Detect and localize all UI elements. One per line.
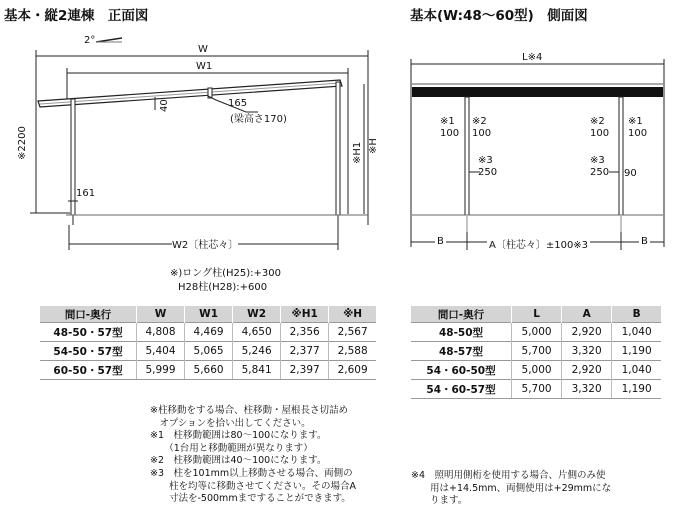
note2-left-mark: ※2 <box>472 116 487 127</box>
table-cell: 2,356 <box>281 323 329 342</box>
table-cell: 5,000 <box>512 323 562 342</box>
note3-left-mark: ※3 <box>478 155 493 166</box>
table-header-row <box>411 306 661 323</box>
note2-left-value: 100 <box>472 128 492 139</box>
table-header-cell: W2 <box>233 306 281 323</box>
b-right-label: B <box>641 236 648 247</box>
table-cell: 5,660 <box>185 361 233 380</box>
table-cell: 5,404 <box>137 342 185 361</box>
table-cell: 5,246 <box>233 342 281 361</box>
table-cell: 48-57型 <box>411 342 512 361</box>
table-cell: 5,999 <box>137 361 185 380</box>
table-header-cell: ※H1 <box>281 306 329 323</box>
note-line: 寸法を-500mmまですることができます。 <box>150 493 351 505</box>
note2-right-value: 100 <box>590 128 610 139</box>
beam-height-label: (梁高さ170) <box>230 114 287 125</box>
table-cell: 1,190 <box>612 342 661 361</box>
long-post-note: ※)ロング柱(H25):+300 <box>170 268 281 279</box>
table-cell: 2,377 <box>281 342 329 361</box>
side-view-title: 基本(W:48〜60型) 側面図 <box>410 8 588 24</box>
slope-label: 2° <box>84 35 96 46</box>
table-cell: 48-50・57型 <box>40 323 137 342</box>
table-header-cell: A <box>562 306 612 323</box>
table-row <box>411 361 661 380</box>
note-line: オプションを拾い出してください。 <box>150 417 311 429</box>
table-cell: 4,469 <box>185 323 233 342</box>
table-cell: 3,320 <box>562 380 612 399</box>
table-row <box>411 323 661 342</box>
table-cell: 2,920 <box>562 361 612 380</box>
table-header-cell: L <box>512 306 562 323</box>
height-2200-label: ※2200 <box>17 126 28 160</box>
note3-left-value: 250 <box>478 167 498 178</box>
note1-left-value: 100 <box>440 128 460 139</box>
table-cell: 54・60-50型 <box>411 361 512 380</box>
front-view-title: 基本・縦2連棟 正面図 <box>4 8 149 24</box>
table-cell: 2,588 <box>329 342 376 361</box>
table-row <box>40 361 376 380</box>
table-header-cell: W <box>137 306 185 323</box>
table-cell: 54-50・57型 <box>40 342 137 361</box>
note-line: ※柱移動をする場合、柱移動・屋根長さ切詰め <box>150 405 348 416</box>
table-header-cell: B <box>612 306 661 323</box>
table-cell: 2,609 <box>329 361 376 380</box>
note3-right-value: 250 <box>590 167 610 178</box>
table-header-row <box>40 306 376 323</box>
dim-90-label: 90 <box>624 168 637 179</box>
table-row <box>40 323 376 342</box>
notes-right <box>411 470 611 508</box>
dim-40-label: 40 <box>159 99 170 112</box>
table-cell: 2,920 <box>562 323 612 342</box>
table-cell: 5,700 <box>512 342 562 361</box>
h1-label: ※H1 <box>352 141 363 164</box>
table-row <box>40 342 376 361</box>
table-cell: 4,650 <box>233 323 281 342</box>
h28-post-note: H28柱(H28):+600 <box>178 282 268 293</box>
table-cell: 5,841 <box>233 361 281 380</box>
dim-165-label: 165 <box>228 98 248 109</box>
notes-left <box>150 405 356 506</box>
front-dimension-table <box>40 306 376 380</box>
table-cell: 2,397 <box>281 361 329 380</box>
table-cell: 2,567 <box>329 323 376 342</box>
note-line: ※2 柱移動範囲は40〜100になります。 <box>150 455 327 467</box>
table-header-cell: W1 <box>185 306 233 323</box>
table-header-cell: 間口-奥行 <box>40 306 137 323</box>
table-cell: 5,065 <box>185 342 233 361</box>
table-cell: 1,040 <box>612 323 661 342</box>
w1-label: W1 <box>196 61 213 72</box>
note2-right-mark: ※2 <box>590 116 605 127</box>
note-line: （1台用と移動範囲が異なります） <box>150 442 313 454</box>
table-cell: 4,808 <box>137 323 185 342</box>
table-row <box>411 342 661 361</box>
note-line: 柱を均等に移動させてください。その場合A <box>150 480 356 492</box>
note3-right-mark: ※3 <box>590 155 605 166</box>
table-row <box>411 380 661 399</box>
dim-161-label: 161 <box>76 188 96 199</box>
table-cell: 1,190 <box>612 380 661 399</box>
note1-left-mark: ※1 <box>440 116 455 127</box>
note-line: 用は+14.5mm、両側使用は+29mmにな <box>411 482 612 494</box>
note-line: ります。 <box>411 495 468 507</box>
table-cell: 60-50・57型 <box>40 361 137 380</box>
h-label: ※H <box>368 138 379 154</box>
note1-right-mark: ※1 <box>628 116 643 127</box>
note1-right-value: 100 <box>628 128 648 139</box>
table-cell: 1,040 <box>612 361 661 380</box>
l-label: L※4 <box>522 52 543 63</box>
table-cell: 54・60-57型 <box>411 380 512 399</box>
table-header-cell: 間口-奥行 <box>411 306 512 323</box>
table-cell: 5,000 <box>512 361 562 380</box>
table-cell: 48-50型 <box>411 323 512 342</box>
note-line: ※3 柱を101mm以上移動させる場合、両側の <box>150 467 353 479</box>
note-line: ※1 柱移動範囲は80〜100になります。 <box>150 430 327 442</box>
side-dimension-table <box>411 306 661 399</box>
w-label: W <box>198 44 208 55</box>
w2-label: W2〔柱芯々〕 <box>172 236 238 251</box>
table-cell: 5,700 <box>512 380 562 399</box>
note-line: ※4 照明用側桁を使用する場合、片側のみ使 <box>411 470 606 481</box>
table-header-cell: ※H <box>329 306 376 323</box>
b-left-label: B <box>437 236 444 247</box>
table-cell: 3,320 <box>562 342 612 361</box>
a-mid-label: A〔柱芯々〕±100※3 <box>487 236 590 251</box>
